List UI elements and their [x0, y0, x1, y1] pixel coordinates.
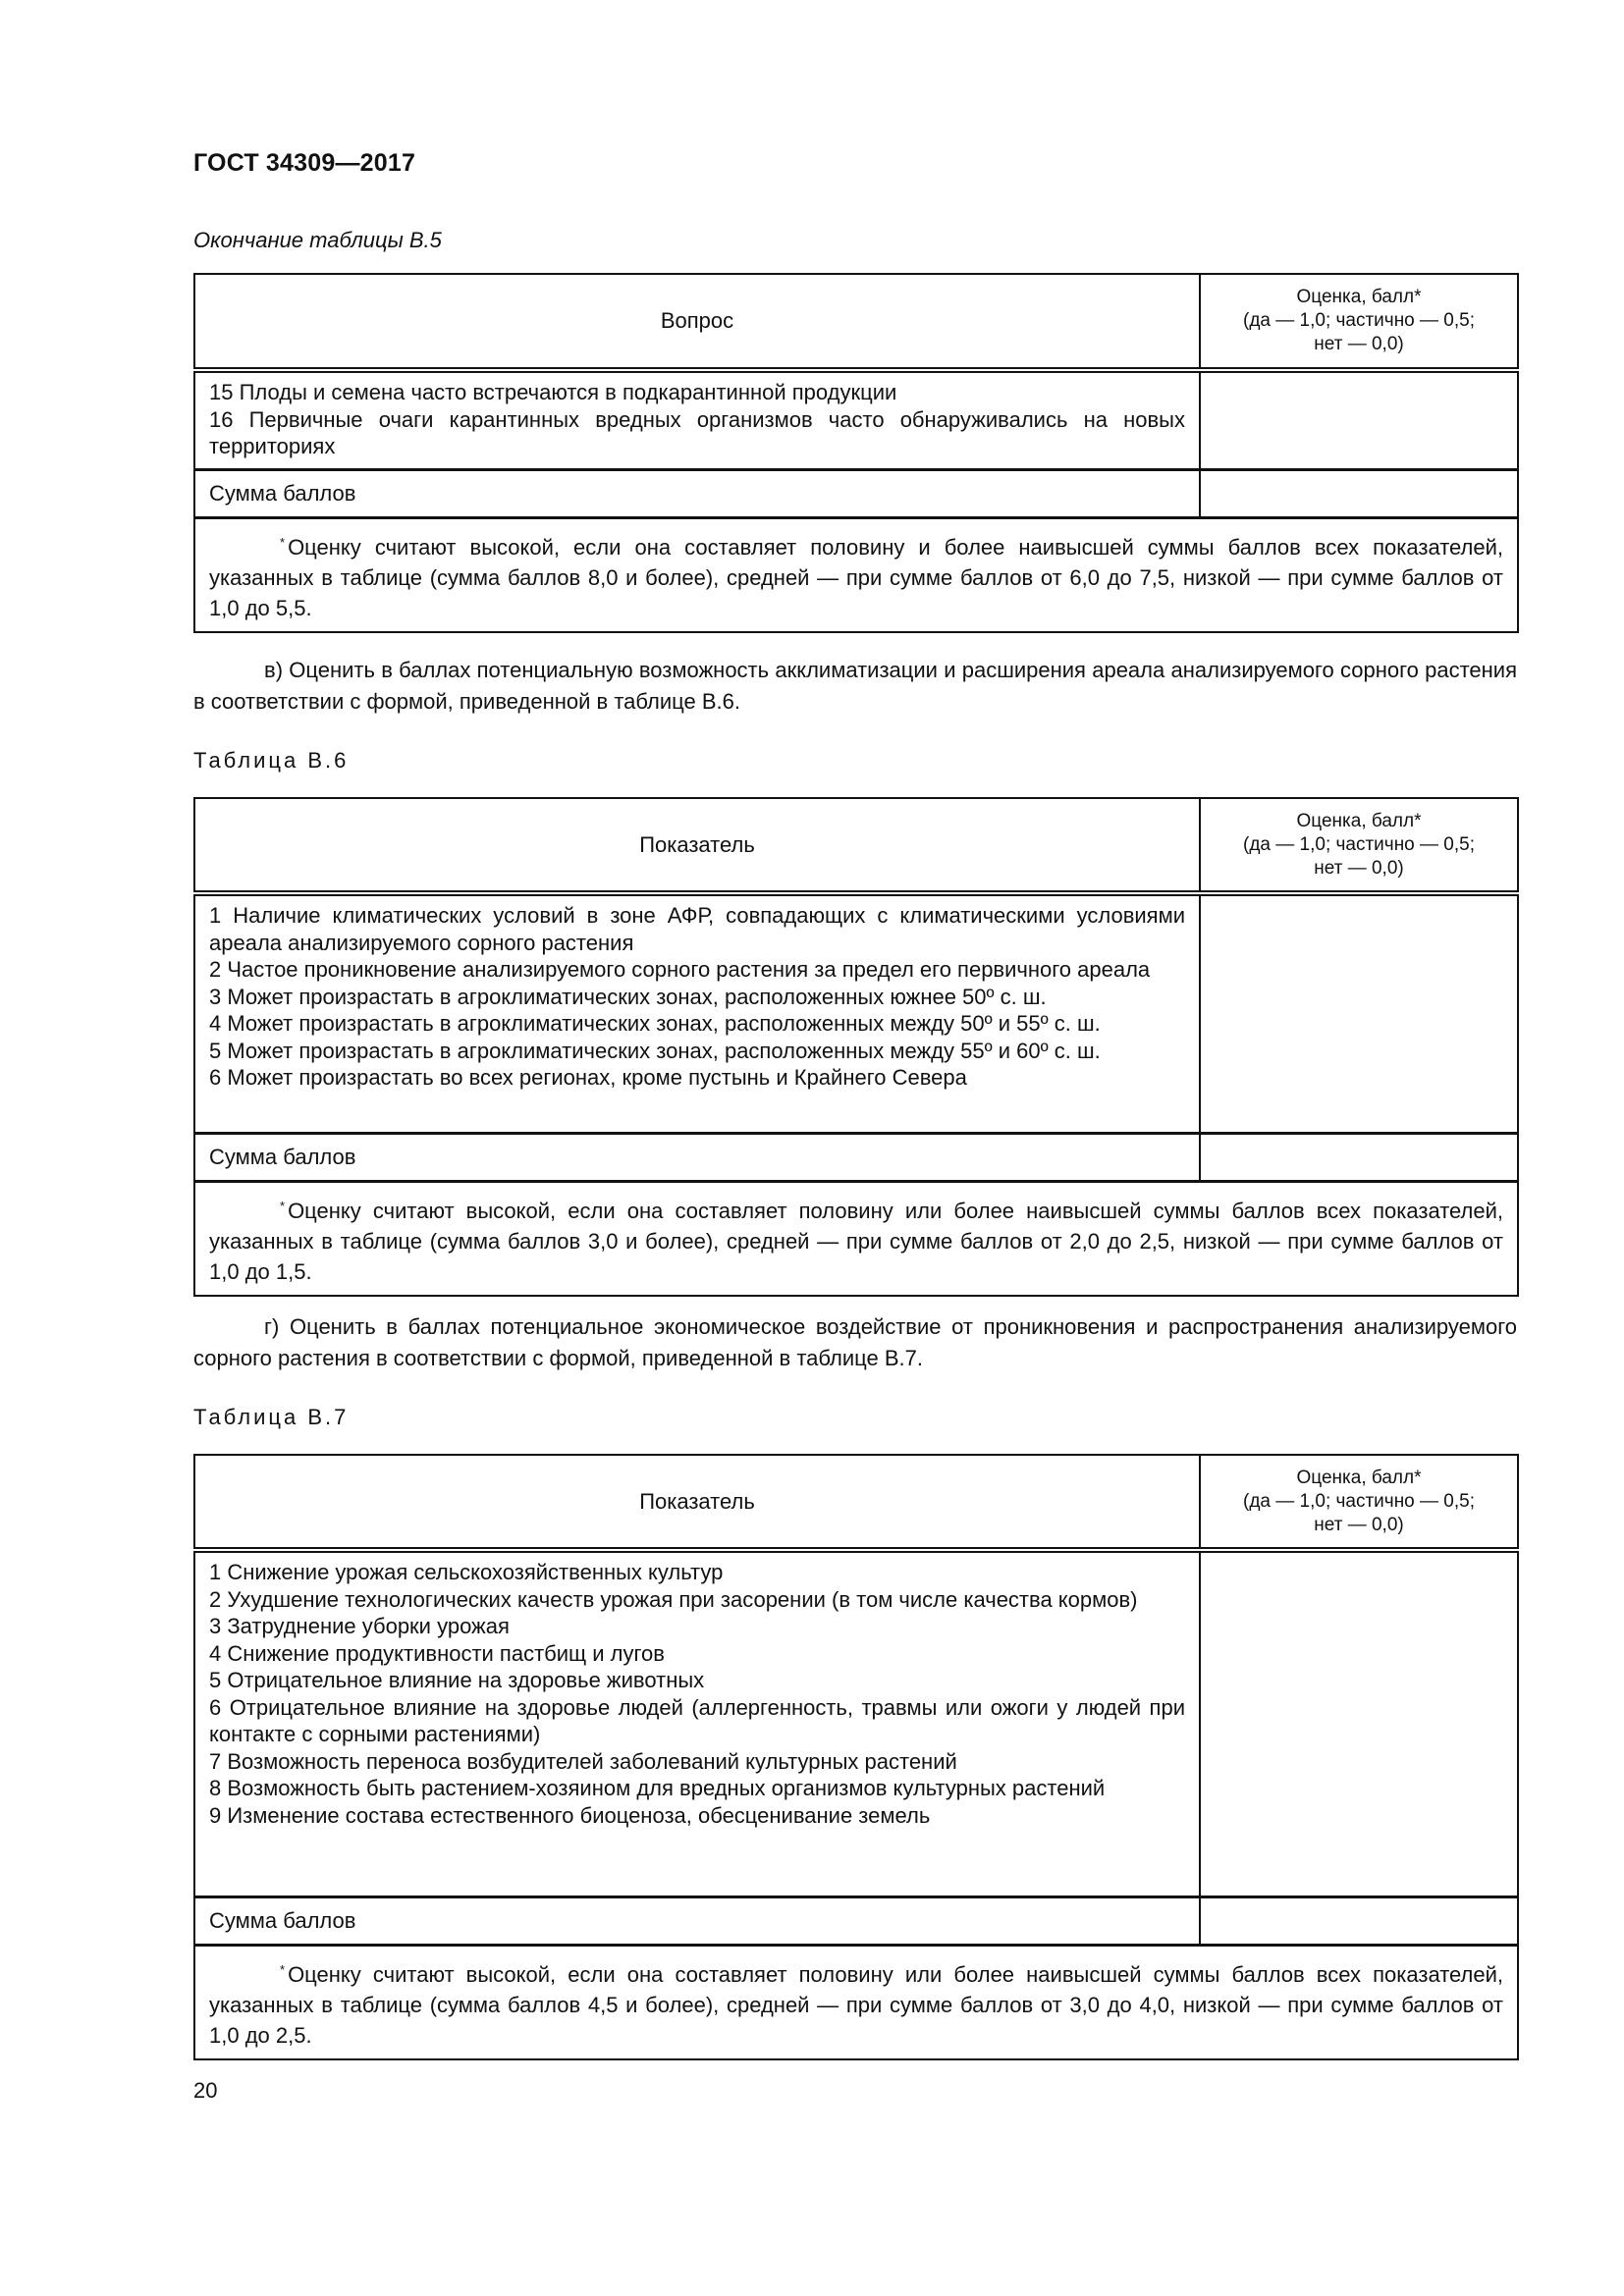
footnote-row [194, 1945, 1518, 2059]
items-cell [194, 893, 1200, 1133]
sum-label: Сумма баллов [194, 469, 1200, 517]
table-b7-caption: Таблица В.7 [193, 1405, 350, 1429]
list-item: 2 Ухудшение технологических качеств урожая при засорении (в том числе качества кормов) [209, 1586, 1138, 1612]
document-title: ГОСТ 34309—2017 [193, 149, 416, 177]
table-continuation-caption: Окончание таблицы В.5 [193, 228, 442, 252]
page-number: 20 [193, 2078, 218, 2103]
list-item: 7 Возможность переноса возбудителей заболеваний культурных растений [209, 1748, 957, 1774]
footnote-mark: * [280, 1198, 286, 1213]
list-item: 6 Может произрастать во всех регионах, кроме пустынь и Крайнего Севера [209, 1065, 967, 1090]
sum-label: Сумма баллов [194, 1133, 1200, 1181]
score-input-cell[interactable] [1200, 893, 1518, 1133]
table-b7 [193, 1454, 1519, 2060]
table-body-row [194, 1550, 1518, 1896]
list-item: 1 Наличие климатических условий в зоне АФР, совпадающих с климатическими условиями ареала анализируемого сорного растения [209, 903, 1185, 955]
sum-value-cell[interactable] [1200, 1133, 1518, 1181]
items-cell [194, 370, 1200, 469]
score-header-line3: нет — 0,0) [1314, 334, 1404, 354]
list-item: 16 Первичные очаги карантинных вредных организмов часто обнаруживались на новых территориях [209, 406, 1185, 458]
table-header-row [194, 274, 1518, 370]
footnote-row [194, 517, 1518, 632]
items-cell [194, 1550, 1200, 1896]
paragraph-v: в) Оценить в баллах потенциальную возможность акклиматизации и расширения ареала анализируемого сорного растения в соответствии с формой, приведенной в таблице В.6. [193, 658, 1517, 714]
list-item: 5 Отрицательное влияние на здоровье животных [209, 1668, 705, 1692]
list-item: 3 Может произрастать в агроклиматических зонах, расположенных южнее 50º с. ш. [209, 984, 1047, 1009]
table-b6-caption: Таблица В.6 [193, 748, 350, 773]
list-item: 6 Отрицательное влияние на здоровье людей (аллергенность, травмы или ожоги у людей при контакте с сорными растениями) [209, 1694, 1185, 1746]
sum-row [194, 469, 1518, 517]
table-header-row [194, 1455, 1518, 1550]
sum-row [194, 1896, 1518, 1945]
sum-row [194, 1133, 1518, 1181]
sum-value-cell[interactable] [1200, 1896, 1518, 1945]
score-header-line3: нет — 0,0) [1314, 1514, 1404, 1535]
footnote-cell [194, 1945, 1518, 2059]
footnote-row [194, 1181, 1518, 1296]
score-header-line1: Оценка, балл* [1296, 287, 1422, 307]
sum-label: Сумма баллов [194, 1896, 1200, 1945]
score-header-line2: (да — 1,0; частично — 0,5; [1243, 1490, 1475, 1512]
list-item: 9 Изменение состава естественного биоценоза, обесценивание земель [209, 1802, 931, 1828]
list-item: 3 Затруднение уборки урожая [209, 1614, 510, 1638]
column-header-question: Вопрос [194, 274, 1200, 370]
score-input-cell[interactable] [1200, 370, 1518, 469]
table-b6 [193, 797, 1519, 1297]
list-item: 5 Может произрастать в агроклиматических зонах, расположенных между 55º и 60º с. ш. [209, 1038, 1101, 1063]
table-body-row [194, 370, 1518, 469]
table-b5 [193, 273, 1519, 633]
column-header-score [1200, 274, 1518, 370]
table-header-row [194, 798, 1518, 893]
score-header-line1: Оценка, балл* [1296, 1467, 1422, 1488]
footnote-mark: * [280, 534, 286, 550]
footnote-text: Оценку считают высокой, если она составляет половину или более наивысшей суммы баллов всех показателей, указанных в таблице (сумма баллов 4,5 и более), средней — при сумме баллов от 3,0 до 4,0, низкой — при сумме баллов от 1,0 до 2,5. [209, 1961, 1503, 2048]
score-header-line3: нет — 0,0) [1314, 857, 1404, 879]
list-item: 15 Плоды и семена часто встречаются в подкарантинной продукции [209, 380, 897, 404]
list-item: 4 Может произрастать в агроклиматических зонах, расположенных между 50º и 55º с. ш. [209, 1011, 1101, 1036]
column-header-score [1200, 798, 1518, 893]
footnote-cell [194, 517, 1518, 632]
footnote-text: Оценку считают высокой, если она составляет половину и более наивысшей суммы баллов всех показателей, указанных в таблице (сумма баллов 8,0 и более), средней — при сумме баллов от 6,0 до 7,5, низкой — при сумме баллов от 1,0 до 5,5. [209, 534, 1503, 620]
footnote-mark: * [280, 1961, 286, 1977]
sum-value-cell[interactable] [1200, 469, 1518, 517]
score-input-cell[interactable] [1200, 1550, 1518, 1896]
paragraph-g: г) Оценить в баллах потенциальное экономическое воздействие от проникновения и распространения анализируемого сорного растения в соответствии с формой, приведенной в таблице В.7. [193, 1314, 1517, 1370]
list-item: 4 Снижение продуктивности пастбищ и лугов [209, 1640, 665, 1666]
list-item: 2 Частое проникновение анализируемого сорного растения за предел его первичного ареала [209, 957, 1151, 982]
score-header-line1: Оценка, балл* [1296, 810, 1422, 831]
score-header-line2: (да — 1,0; частично — 0,5; [1243, 310, 1475, 331]
column-header-indicator: Показатель [194, 1455, 1200, 1550]
table-body-row [194, 893, 1518, 1133]
column-header-score [1200, 1455, 1518, 1550]
list-item: 1 Снижение урожая сельскохозяйственных культур [209, 1560, 724, 1584]
score-header-line2: (да — 1,0; частично — 0,5; [1243, 833, 1475, 855]
list-item: 8 Возможность быть растением-хозяином для вредных организмов культурных растений [209, 1776, 1106, 1800]
footnote-text: Оценку считают высокой, если она составляет половину или более наивысшей суммы баллов всех показателей, указанных в таблице (сумма баллов 3,0 и более), средней — при сумме баллов от 2,0 до 2,5, низкой — при сумме баллов от 1,0 до 1,5. [209, 1198, 1503, 1284]
footnote-cell [194, 1181, 1518, 1296]
column-header-indicator: Показатель [194, 798, 1200, 893]
